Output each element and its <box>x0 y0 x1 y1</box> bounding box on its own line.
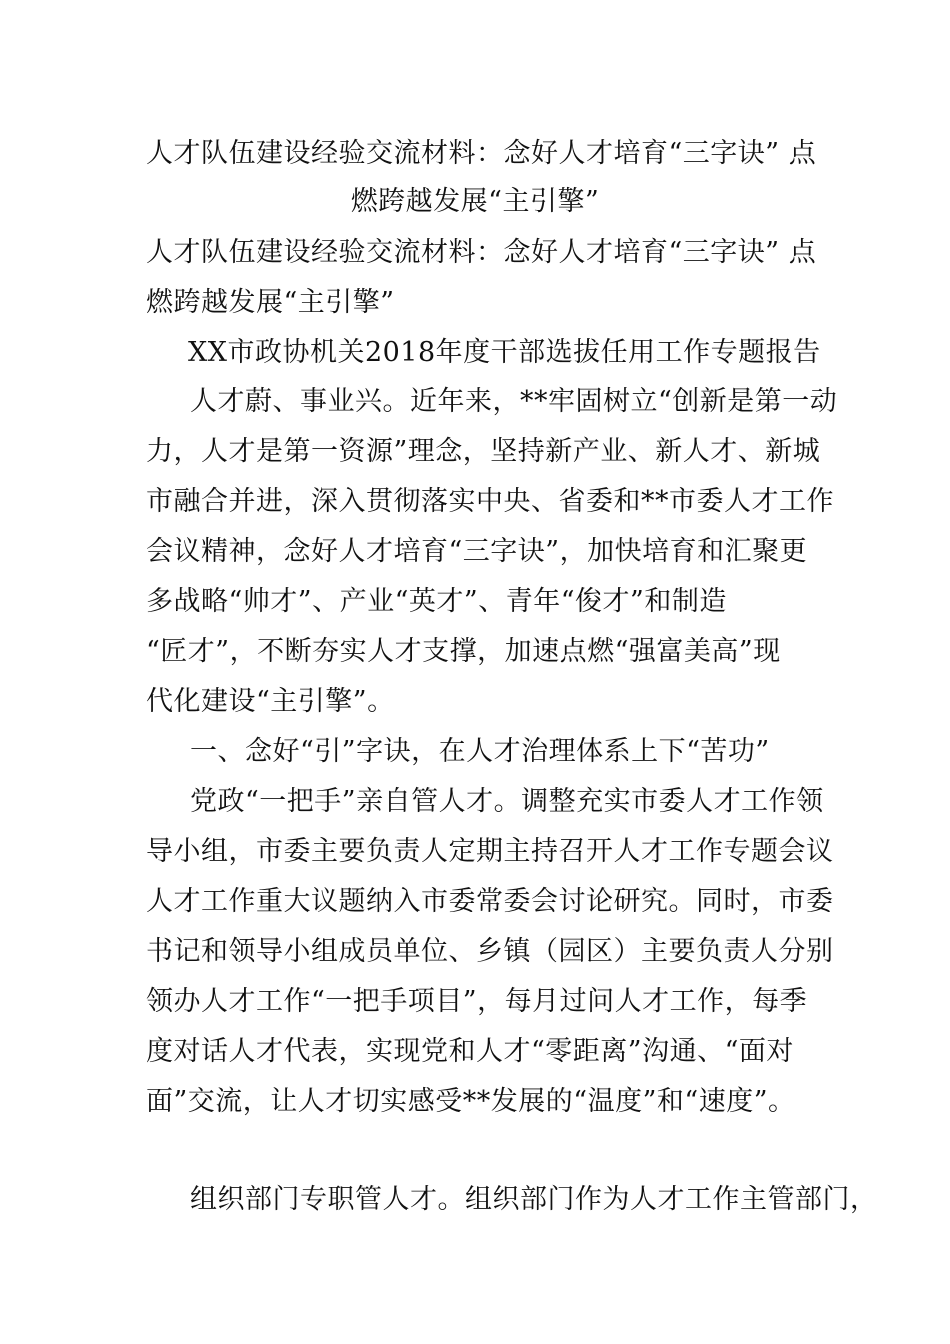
para1-line: 市融合并进，深入贯彻落实中央、省委和**市委人才工作 <box>146 486 834 517</box>
para2-line: 书记和领导小组成员单位、乡镇（园区）主要负责人分别 <box>146 936 834 967</box>
para2-line: 面”交流，让人才切实感受**发展的“温度”和“速度”。 <box>146 1086 796 1117</box>
para2-line: 度对话人才代表，实现党和人才“零距离”沟通、“面对 <box>146 1036 794 1067</box>
para1-line: 人才蔚、事业兴。近年来，**牢固树立“创新是第一动 <box>190 386 838 417</box>
doc-title-line1: 人才队伍建设经验交流材料：念好人才培育“三字诀” 点 <box>146 138 817 169</box>
para1-line: 会议精神，念好人才培育“三字诀”，加快培育和汇聚更 <box>146 536 808 567</box>
para2-line: 领办人才工作“一把手项目”，每月过问人才工作，每季 <box>146 986 808 1017</box>
para3-line: 组织部门专职管人才。组织部门作为人才工作主管部门， <box>190 1184 878 1215</box>
para1-line: 代化建设“主引擎”。 <box>146 686 395 717</box>
repeat-title-line2: 燃跨越发展“主引擎” <box>146 287 395 318</box>
para1-line: 力，人才是第一资源”理念，坚持新产业、新人才、新城 <box>146 436 821 467</box>
para2-line: 人才工作重大议题纳入市委常委会讨论研究。同时，市委 <box>146 886 834 917</box>
para2-line: 党政“一把手”亲自管人才。调整充实市委人才工作领 <box>190 786 824 817</box>
doc-subtitle: XX市政协机关2018年度干部选拔任用工作专题报告 <box>188 337 821 368</box>
para1-line: 多战略“帅才”、产业“英才”、青年“俊才”和制造 <box>146 586 727 617</box>
para1-line: “匠才”，不断夯实人才支撑，加速点燃“强富美高”现 <box>146 636 781 667</box>
section-heading: 一、念好“引”字诀，在人才治理体系上下“苦功” <box>190 736 770 767</box>
doc-title-line2: 燃跨越发展“主引擎” <box>350 186 600 217</box>
repeat-title-line1: 人才队伍建设经验交流材料：念好人才培育“三字诀” 点 <box>146 237 817 268</box>
para2-line: 导小组，市委主要负责人定期主持召开人才工作专题会议 <box>146 836 834 867</box>
